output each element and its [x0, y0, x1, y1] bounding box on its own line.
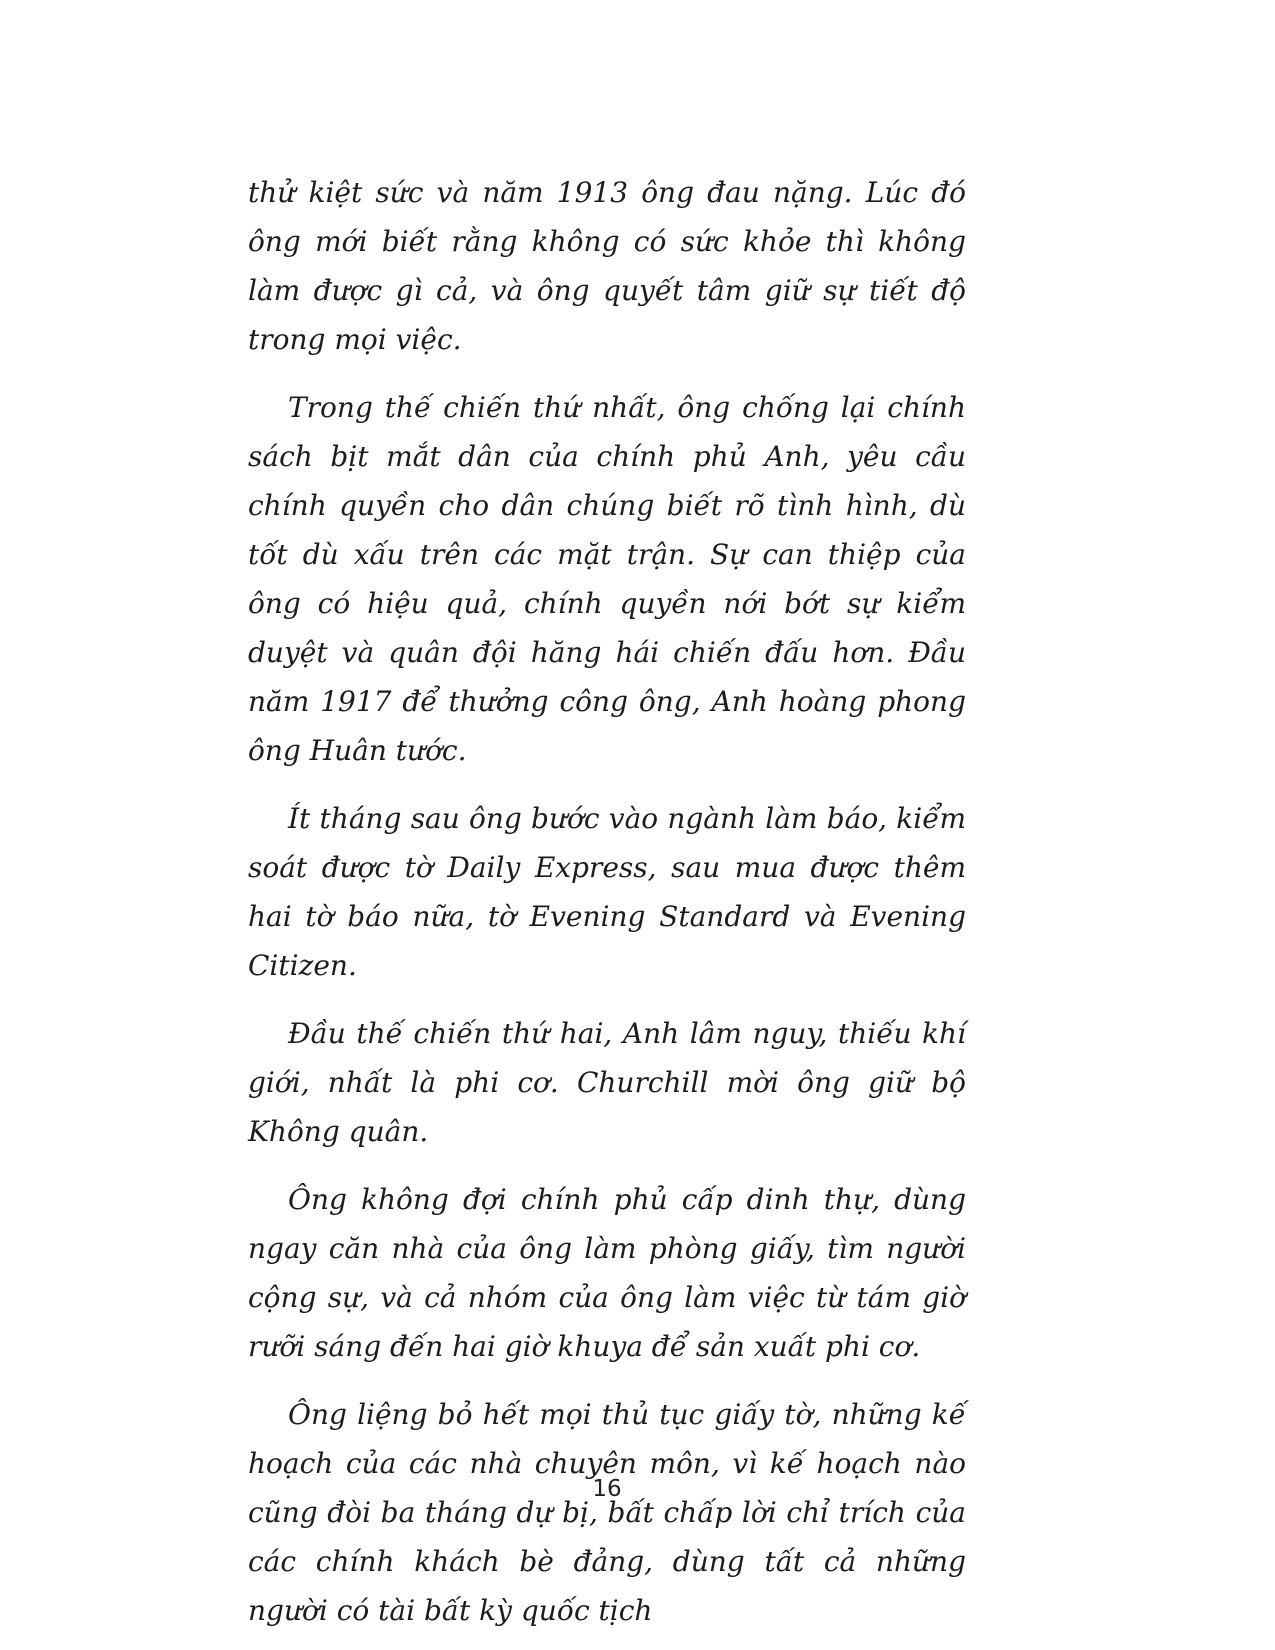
- body-paragraph-6: Ông liệng bỏ hết mọi thủ tục giấy tờ, những kế hoạch của các nhà chuyên môn, vì kế hoạch nào cũng đòi ba tháng dự bị, bất chấp lời chỉ trích của các chính khách bè đảng, dùng tất cả những người có tài bất kỳ quốc tịch: [248, 1398, 966, 1627]
- page-number: 16: [592, 1476, 622, 1502]
- body-paragraph-3: Ít tháng sau ông bước vào ngành làm báo, kiểm soát được tờ Daily Express, sau mua được thêm hai tờ báo nữa, tờ Evening Standard và Evening Citizen.: [248, 802, 966, 982]
- text-block: [248, 168, 966, 1650]
- body-paragraph-5: Ông không đợi chính phủ cấp dinh thự, dùng ngay căn nhà của ông làm phòng giấy, tìm người cộng sự, và cả nhóm của ông làm việc từ tám giờ rưỡi sáng đến hai giờ khuya để sản xuất phi cơ.: [248, 1183, 966, 1363]
- body-paragraph-2: Trong thế chiến thứ nhất, ông chống lại chính sách bịt mắt dân của chính phủ Anh, yêu cầu chính quyền cho dân chúng biết rõ tình hình, dù tốt dù xấu trên các mặt trận. Sự can thiệp của ông có hiệu quả, chính quyền nới bớt sự kiểm duyệt và quân đội hăng hái chiến đấu hơn. Đầu năm 1917 để thưởng công ông, Anh hoàng phong ông Huân tước.: [248, 391, 966, 767]
- body-paragraph-4: Đầu thế chiến thứ hai, Anh lâm nguy, thiếu khí giới, nhất là phi cơ. Churchill mời ông giữ bộ Không quân.: [248, 1017, 966, 1148]
- body-paragraph-1: thử kiệt sức và năm 1913 ông đau nặng. Lúc đó ông mới biết rằng không có sức khỏe thì không làm được gì cả, và ông quyết tâm giữ sự tiết độ trong mọi việc.: [248, 176, 966, 356]
